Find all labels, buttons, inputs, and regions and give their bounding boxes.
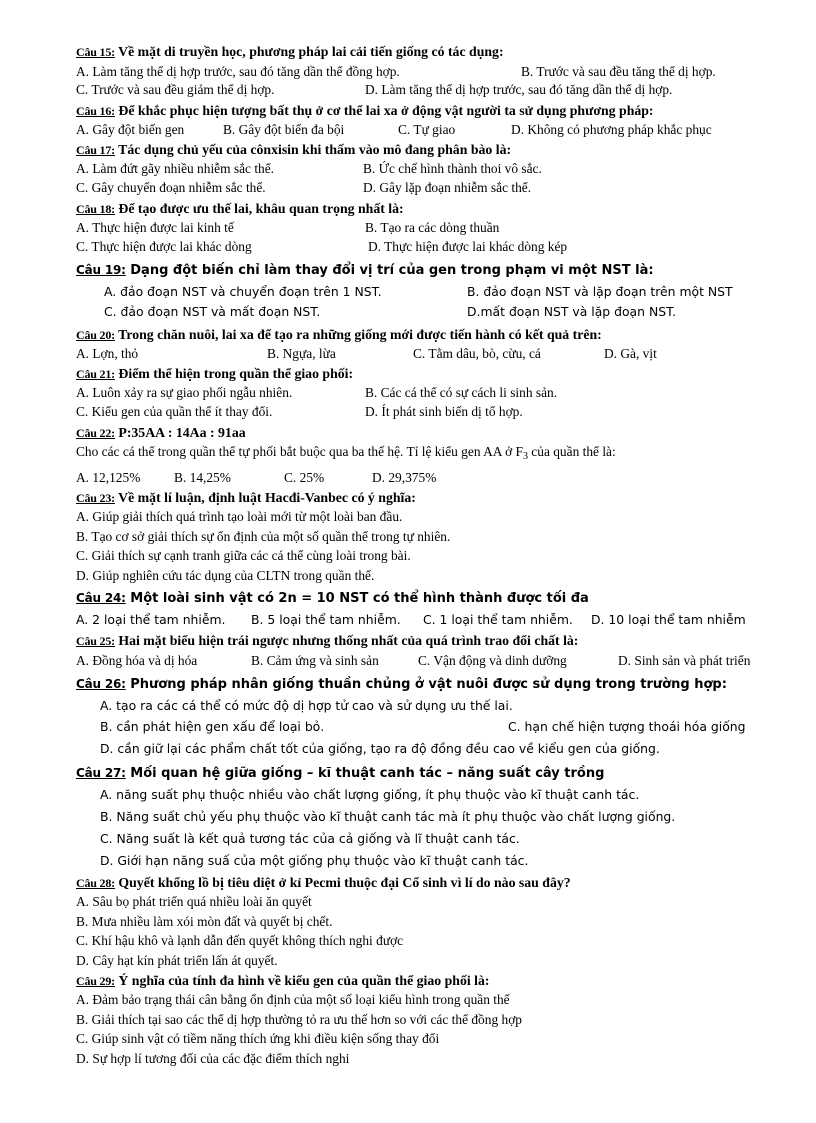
option-a: A. Đồng hóa và dị hóa (76, 653, 198, 668)
question-28 (76, 874, 571, 892)
option-c: C. 1 loại thể tam nhiễm. (423, 612, 573, 627)
option-d: D. Thực hiện được lai khác dòng kép (368, 239, 568, 254)
option-d: D. Sinh sản và phát triển (618, 653, 751, 668)
question-number: Câu 28: (76, 876, 115, 890)
option-c: C. Thực hiện được lai khác dòng (76, 239, 252, 254)
question-number: Câu 25: (76, 634, 115, 648)
question-number: Câu 15: (76, 45, 115, 59)
option-b: B. Giải thích tại sao các thể dị hợp thường tỏ ra ưu thế hơn so với các thể đồng hợp (76, 1012, 522, 1027)
option-b: B. Các cá thể có sự cách li sinh sản. (365, 385, 558, 400)
question-16 (76, 102, 654, 120)
question-number: Câu 26: (76, 677, 126, 691)
question-number: Câu 24: (76, 591, 126, 605)
option-c: C. Tự giao (398, 122, 456, 137)
option-b: B. Cảm ứng và sinh sản (251, 653, 379, 668)
stem-subscript: 3 (522, 451, 528, 462)
question-text: Tác dụng chủ yếu của cônxisin khi thấm vào mô đang phân bào là: (118, 142, 512, 157)
question-text: Để khắc phục hiện tượng bất thụ ở cơ thể lai xa ở động vật người ta sử dụng phương pháp: (118, 103, 654, 118)
question-text: Về mặt di truyền học, phương pháp lai cải tiến giống có tác dụng: (118, 44, 504, 59)
option-a: A. đảo đoạn NST và chuyển đoạn trên 1 NST. (104, 284, 382, 299)
option-d: D. Ít phát sinh biến dị tổ hợp. (365, 404, 523, 419)
question-number: Câu 17: (76, 143, 115, 157)
option-c: C. Kiểu gen của quần thể ít thay đổi. (76, 404, 273, 419)
question-text: P:35AA : 14Aa : 91aa (118, 425, 246, 440)
option-c: C. Trước và sau đều giảm thể dị hợp. (76, 82, 275, 97)
question-text: Ý nghĩa của tính đa hình về kiểu gen của quần thể giao phối là: (118, 973, 490, 988)
option-a: A. năng suất phụ thuộc nhiều vào chất lượng giống, ít phụ thuộc vào kĩ thuật canh tác. (100, 787, 640, 802)
question-29 (76, 972, 489, 990)
question-text: Dạng đột biến chỉ làm thay đổi vị trí của gen trong phạm vi một NST là: (130, 263, 654, 278)
question-27 (76, 764, 604, 783)
question-20 (76, 326, 602, 344)
question-number: Câu 29: (76, 974, 115, 988)
option-b: B. 14,25% (174, 470, 231, 485)
option-b: B. Gây đột biến đa bội (223, 122, 345, 137)
question-number: Câu 18: (76, 202, 115, 216)
option-b: B. cần phát hiện gen xấu để loại bỏ. (100, 719, 325, 734)
question-24 (76, 589, 589, 608)
option-c: C. Gây chuyển đoạn nhiễm sắc thể. (76, 180, 266, 195)
option-a: A. Luôn xảy ra sự giao phối ngẫu nhiên. (76, 385, 293, 400)
option-b: B. Mưa nhiều làm xói mòn đất và quyết bị chết. (76, 914, 333, 929)
question-text: Mối quan hệ giữa giống – kĩ thuật canh tác – năng suất cây trồng (130, 766, 605, 781)
option-d: D. Gà, vịt (604, 346, 657, 361)
option-c: C. Giúp sinh vật có tiềm năng thích ứng khi điều kiện sống thay đổi (76, 1031, 440, 1046)
question-26 (76, 675, 727, 694)
option-c: C. Vận động và dinh dưỡng (418, 653, 567, 668)
option-d: D. Sự hợp lí tương đối của các đặc điểm thích nghi (76, 1051, 350, 1066)
option-d: D. Làm tăng thể dị hợp trước, sau đó tăng dần thể dị hợp. (365, 82, 673, 97)
option-a: A. Làm tăng thể dị hợp trước, sau đó tăng dần thể đồng hợp. (76, 64, 400, 79)
option-d: D. 29,375% (372, 470, 437, 485)
question-number: Câu 23: (76, 491, 115, 505)
question-text: Điểm thể hiện trong quần thể giao phối: (118, 366, 354, 381)
stem-text-end: của quần thể là: (527, 444, 616, 459)
option-a: A. Sâu bọ phát triển quá nhiều loài ăn quyết (76, 894, 312, 909)
question-number: Câu 21: (76, 367, 115, 381)
question-19 (76, 261, 654, 280)
option-b: B. Trước và sau đều tăng thể dị hợp. (521, 64, 716, 79)
option-b: B. 5 loại thể tam nhiễm. (251, 612, 401, 627)
option-c: C. Tằm dâu, bò, cừu, cá (413, 346, 541, 361)
question-text: Phương pháp nhân giống thuần chủng ở vật nuôi được sử dụng trong trường hợp: (130, 677, 727, 692)
question-text: Về mặt lí luận, định luật Hacđi-Vanbec có ý nghĩa: (118, 490, 416, 505)
option-a: A. Đảm bảo trạng thái cân bằng ổn định của một số loại kiểu hình trong quần thể (76, 992, 510, 1007)
option-a: A. Giúp giải thích quá trình tạo loài mới từ một loài ban đầu. (76, 509, 403, 524)
question-number: Câu 19: (76, 263, 126, 277)
option-a: A. Thực hiện được lai kinh tế (76, 220, 234, 235)
question-number: Câu 22: (76, 426, 115, 440)
question-text: Hai mặt biểu hiện trái ngược nhưng thống nhất của quá trình trao đổi chất là: (118, 633, 579, 648)
question-23 (76, 489, 416, 507)
option-a: A. Làm đứt gãy nhiều nhiễm sắc thể. (76, 161, 275, 176)
option-d: D. Giúp nghiên cứu tác dụng của CLTN trong quần thể. (76, 568, 375, 583)
option-a: A. 12,125% (76, 470, 141, 485)
option-c: C. đảo đoạn NST và mất đoạn NST. (104, 304, 321, 319)
question-text: Để tạo được ưu thế lai, khâu quan trọng nhất là: (118, 201, 404, 216)
option-d: D. 10 loại thể tam nhiễm (591, 612, 746, 627)
question-17 (76, 141, 511, 159)
question-15 (76, 43, 504, 61)
option-b: B. Tạo cơ sở giải thích sự ổn định của một số quần thể trong tự nhiên. (76, 529, 451, 544)
option-d: D. Cây hạt kín phát triển lấn át quyết. (76, 953, 278, 968)
option-b: B. Ngựa, lừa (267, 346, 336, 361)
option-c: C. 25% (284, 470, 325, 485)
option-b: B. Ức chế hình thành thoi vô sắc. (363, 161, 542, 176)
option-b: B. Năng suất chủ yếu phụ thuộc vào kĩ thuật canh tác mà ít phụ thuộc vào chất lượng giống. (100, 809, 676, 824)
option-a: A. Lợn, thỏ (76, 346, 139, 361)
option-c: C. Khí hậu khô và lạnh dẫn đến quyết không thích nghi được (76, 933, 404, 948)
question-text: Một loài sinh vật có 2n = 10 NST có thể hình thành được tối đa (130, 591, 589, 606)
option-c: C. hạn chế hiện tượng thoái hóa giống (508, 719, 746, 734)
question-text: Trong chăn nuôi, lai xa để tạo ra những giống mới được tiến hành có kết quả trên: (118, 327, 602, 342)
option-a: A. 2 loại thể tam nhiễm. (76, 612, 226, 627)
option-d: D. Giới hạn năng suấ của một giống phụ thuộc vào kĩ thuật canh tác. (100, 853, 529, 868)
question-22 (76, 424, 246, 442)
stem-text: Cho các cá thể trong quần thể tự phối bắt buộc qua ba thế hệ. Tỉ lệ kiểu gen AA ở F (76, 444, 523, 459)
option-d: D. Gây lặp đoạn nhiễm sắc thể. (363, 180, 532, 195)
option-d: D.mất đoạn NST và lặp đoạn NST. (467, 304, 677, 319)
option-d: D. Không có phương pháp khắc phục (511, 122, 712, 137)
question-18 (76, 200, 404, 218)
option-a: A. tạo ra các cá thể có mức độ dị hợp tử cao và sử dụng ưu thế lai. (100, 698, 513, 713)
question-25 (76, 632, 578, 650)
question-number: Câu 16: (76, 104, 115, 118)
question-stem (76, 443, 616, 466)
option-a: A. Gây đột biến gen (76, 122, 185, 137)
question-number: Câu 27: (76, 766, 126, 780)
option-c: C. Năng suất là kết quả tương tác của cả giống và lĩ thuật canh tác. (100, 831, 520, 846)
option-d: D. cần giữ lại các phẩm chất tốt của giống, tạo ra độ đồng đều cao về kiểu gen của giống. (100, 741, 660, 756)
question-21 (76, 365, 353, 383)
option-b: B. Tạo ra các dòng thuần (365, 220, 500, 235)
option-b: B. đảo đoạn NST và lặp đoạn trên một NST (467, 284, 733, 299)
option-c: C. Giải thích sự cạnh tranh giữa các cá thể cùng loài trong bài. (76, 548, 411, 563)
question-text: Quyết khổng lồ bị tiêu diệt ở kỉ Pecmi thuộc đại Cổ sinh vì lí do nào sau đây? (118, 875, 571, 890)
question-number: Câu 20: (76, 328, 115, 342)
